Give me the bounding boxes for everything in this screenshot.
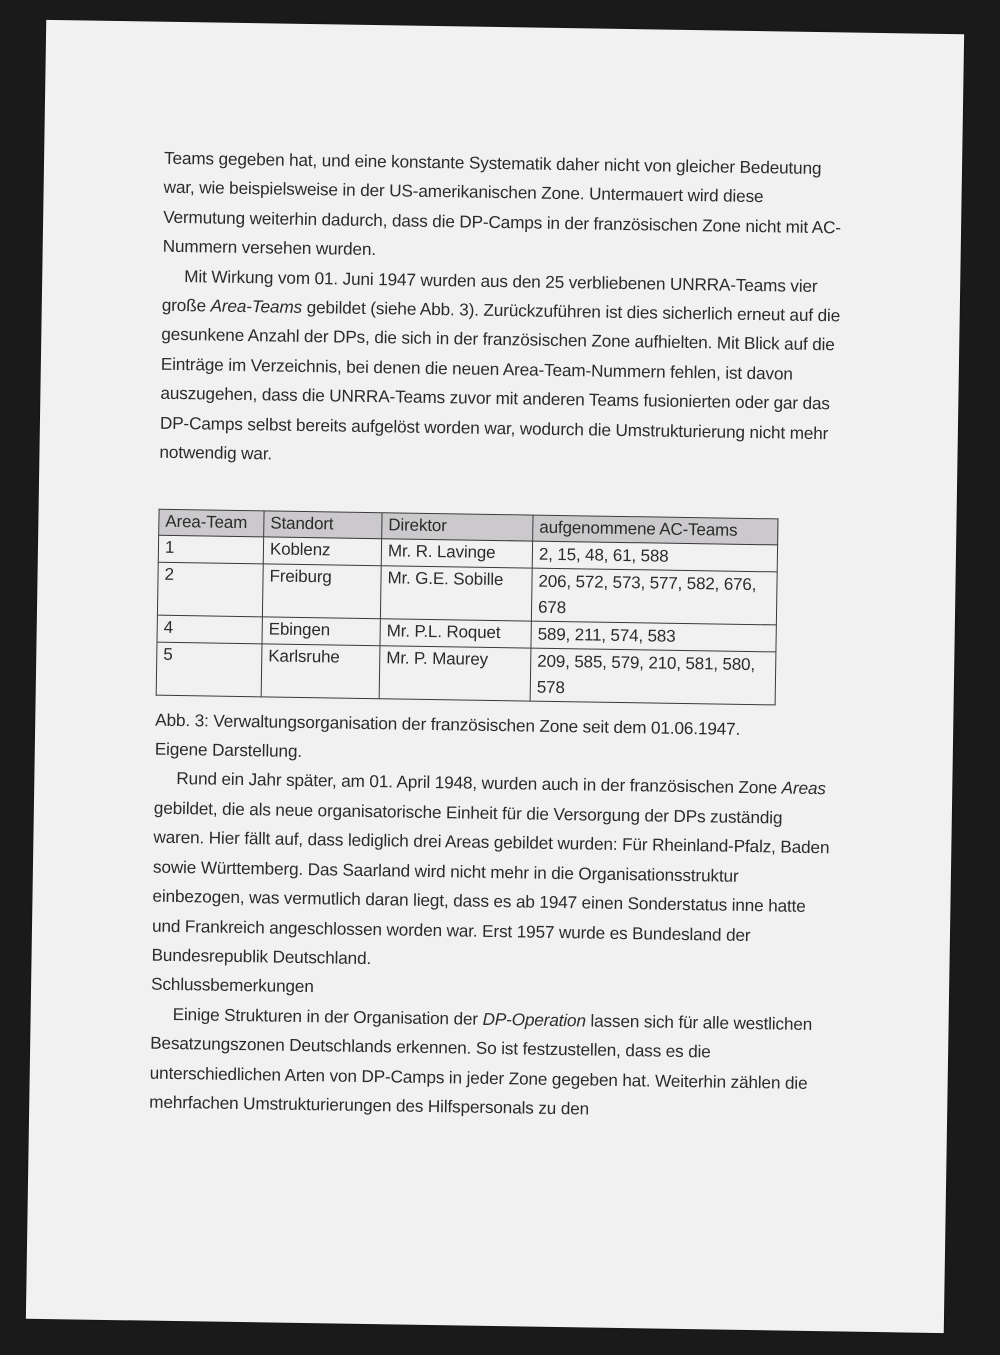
cell-direktor: Mr. R. Lavinge [381, 539, 532, 568]
paragraph-areas [151, 764, 834, 980]
cell-standort: Karlsruhe [261, 644, 380, 699]
cell-standort: Ebingen [262, 617, 380, 646]
cell-direktor: Mr. G.E. Sobille [380, 566, 532, 621]
area-teams-table [156, 509, 779, 706]
document-page [26, 20, 964, 1333]
paragraph-conclusion [149, 999, 831, 1127]
table-row [157, 563, 777, 626]
cell-ac-teams: 206, 572, 573, 577, 582, 676, 678 [531, 569, 777, 626]
cell-standort: Freiburg [262, 564, 381, 619]
cell-team: 5 [156, 643, 262, 698]
italic-term: Area-Teams [210, 295, 303, 317]
paragraph-area-teams [159, 261, 842, 477]
caption-line: Eigene Darstellung. [154, 739, 303, 762]
cell-ac-teams: 209, 585, 579, 210, 581, 580, 578 [530, 649, 776, 706]
cell-team: 2 [157, 563, 263, 618]
paragraph-text: Einige Strukturen in der Organisation der [172, 1003, 483, 1029]
paragraph-text: Rund ein Jahr später, am 01. April 1948, wurden auch in der französischen Zone [176, 768, 782, 798]
figure-caption [155, 706, 836, 775]
header-ac-teams: aufgenommene AC-Teams [533, 516, 778, 546]
paragraph-text: gebildet, die als neue organisatorische Einheit für die Versorgung der DPs zuständig waren. Hier fällt auf, dass lediglich drei Areas gebildet wurden: Für Rheinland-Pfalz, Baden sowie Württemberg. Das Saarland wird nicht mehr in die Organisationsstruktur einbezogen, was vermutlich daran liegt, dass es ab 1947 einen Sonderstatus inne hatte und Frankreich angeschlossen worden war. Erst 1957 wurde es Bundesland der Bundesrepublik Deutschland. [151, 797, 830, 968]
italic-term: DP-Operation [482, 1008, 586, 1031]
italic-term: Areas [781, 777, 826, 799]
page-content [149, 144, 844, 1128]
cell-ac-teams: 589, 211, 574, 583 [531, 622, 776, 653]
paragraph-text: lassen sich für alle westlichen Besatzungszonen Deutschlands erkennen. So ist festzustellen, dass es die unterschiedlichen Arten von DP-Camps in jeder Zone gegeben hat. Weiterhin zählen die mehrfachen Umstrukturierungen des Hilfspersonals zu den [149, 1010, 813, 1119]
cell-team: 1 [158, 536, 263, 565]
header-area-team: Area-Team [159, 510, 264, 538]
section-heading: Schlussbemerkungen [150, 973, 314, 997]
header-standort: Standort [264, 511, 382, 539]
paragraph-continuation: Teams gegeben hat, und eine konstante Systematik daher nicht von gleicher Bedeutung war, wie beispielsweise in der US-amerikanischen Zone. Untermauert wird diese Vermutung weiterhin dadurch, dass die DP-Camps in der französischen Zone nicht mit AC-Nummern versehen wurden. [162, 147, 842, 260]
header-direktor: Direktor [382, 513, 533, 541]
cell-direktor: Mr. P.L. Roquet [380, 619, 531, 648]
caption-line: Abb. 3: Verwaltungsorganisation der französischen Zone seit dem 01.06.1947. [155, 710, 741, 740]
table-row [156, 643, 776, 706]
cell-standort: Koblenz [263, 537, 381, 566]
paragraph-text: Mit Wirkung vom 01. Juni 1947 wurden aus den 25 verbliebenen UNRRA-Teams vier große [161, 265, 818, 316]
cell-ac-teams: 2, 15, 48, 61, 588 [532, 542, 777, 573]
paragraph-text: gebildet (siehe Abb. 3). Zurückzuführen ist dies sicherlich erneut auf die gesunkene Anzahl der DPs, die sich in der französischen Zone aufhielten. Mit Blick auf die Einträge im Verzeichnis, bei denen die neuen Area-Team-Nummern fehlen, ist davon auszugehen, dass die UNRRA-Teams zuvor mit anderen Teams fusionierten oder gar das DP-Camps selbst bereits aufgelöst worden war, wodurch die Umstrukturierung nicht mehr notwendig war. [159, 296, 841, 464]
cell-team: 4 [157, 616, 262, 645]
cell-direktor: Mr. P. Maurey [379, 646, 531, 701]
